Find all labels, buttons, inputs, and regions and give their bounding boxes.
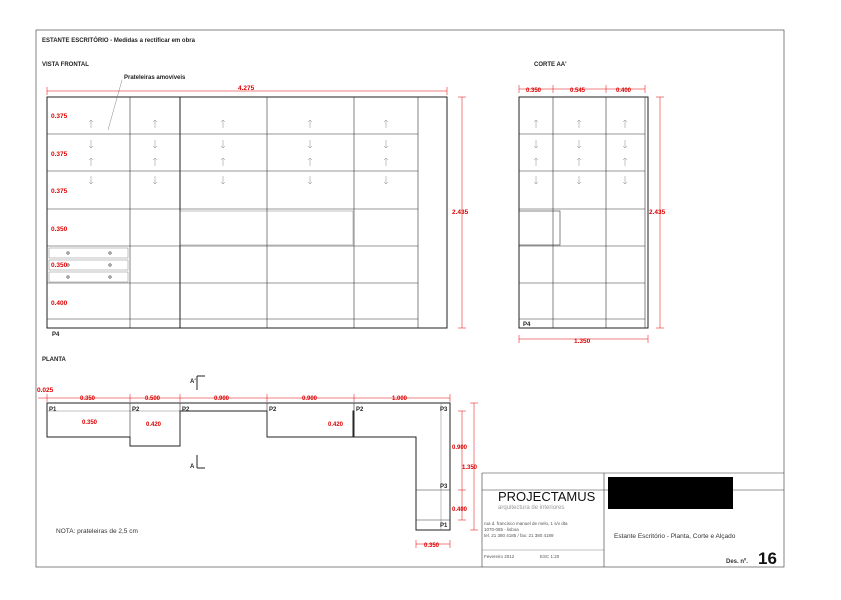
plan-view-title: PLANTA	[42, 357, 66, 363]
plan-right-dim: 1.350	[462, 465, 478, 471]
front-outline	[47, 97, 447, 328]
plan-outline	[47, 403, 450, 530]
plan-top-dim: 0.500	[145, 396, 161, 402]
address-line: 1070-085 - lisboa	[484, 527, 519, 532]
section-top-dim: 0.350	[526, 88, 542, 94]
plan-view	[37, 376, 478, 549]
drawing-number: 16	[758, 549, 777, 568]
front-row-dim: 0.350	[51, 262, 68, 269]
plan-depth-dim: 0.350	[82, 420, 98, 426]
plan-top-dim: 0.900	[214, 396, 230, 402]
section-view	[519, 85, 666, 345]
title-block	[482, 473, 784, 568]
front-row-dim: 0.350	[51, 226, 68, 233]
plan-panel-label: P2	[182, 407, 190, 413]
front-row-dim: 0.375	[51, 113, 68, 120]
section-top-dim: 0.400	[616, 88, 632, 94]
front-view-title: VISTA FRONTAL	[42, 62, 89, 68]
plan-right-dim: 0.400	[452, 507, 468, 513]
section-top-dim: 0.545	[570, 88, 586, 94]
drawing-scale: ESC 1:20	[540, 554, 560, 559]
section-outline	[519, 97, 648, 328]
plan-top-dim: 0.900	[302, 396, 318, 402]
front-row-dim: 0.375	[51, 188, 68, 195]
shelves-callout: Prateleiras amovíveis	[124, 75, 186, 81]
sheet-title: ESTANTE ESCRITÓRIO - Medidas a rectificar em obra	[42, 38, 195, 44]
front-view	[47, 75, 469, 338]
plan-top-dim: 1.000	[392, 396, 408, 402]
address-line: rua d. francisco manuel de melo, 1 s/v dta	[484, 521, 568, 526]
adjustable-shelf-arrows	[89, 120, 388, 184]
note-text: NOTA: prateleiras de 2,5 cm	[56, 528, 138, 535]
plan-bottom-dim: 0.350	[424, 543, 440, 549]
plan-panel-label: P3	[440, 484, 448, 490]
plan-panel-label: P2	[269, 407, 277, 413]
section-mark-bottom: A	[190, 464, 195, 470]
section-mark-top: A'	[190, 379, 196, 385]
plan-top-dim: 0.350	[80, 396, 96, 402]
front-panel-label: P4	[52, 332, 60, 338]
address-line: tel. 21 380 4185 / fax: 21 380 4189	[484, 533, 554, 538]
section-panel-label: P4	[523, 322, 531, 328]
logo-block	[608, 477, 733, 509]
drawing-number-label: Des. nº.	[726, 559, 748, 565]
plan-left-dim: 0.025	[37, 387, 54, 394]
front-row-dim: 0.400	[51, 300, 68, 307]
front-row-dim: 0.375	[51, 151, 68, 158]
section-height-dim: 2.435	[649, 209, 666, 216]
plan-panel-label: P2	[132, 407, 140, 413]
section-view-title: CORTE AA'	[534, 62, 567, 68]
front-height-dim: 2.435	[452, 209, 469, 216]
plan-panel-label: P3	[440, 407, 448, 413]
drawing-title: Estante Escritório - Planta, Corte e Alçado	[614, 533, 736, 540]
company-name: PROJECTAMUS	[498, 489, 596, 504]
plan-panel-label: P2	[356, 407, 364, 413]
plan-panel-label: P1	[49, 407, 57, 413]
front-width-dim: 4.275	[238, 85, 255, 92]
company-subtitle: arquitectura de interiores	[498, 505, 565, 511]
plan-depth-dim: 0.420	[146, 422, 162, 428]
section-width-dim: 1.350	[574, 338, 591, 345]
plan-panel-label: P1	[440, 523, 448, 529]
drawing-date: Fevereiro 2012	[484, 554, 515, 559]
plan-right-dim: 0.900	[452, 445, 468, 451]
plan-depth-dim: 0.420	[328, 422, 344, 428]
